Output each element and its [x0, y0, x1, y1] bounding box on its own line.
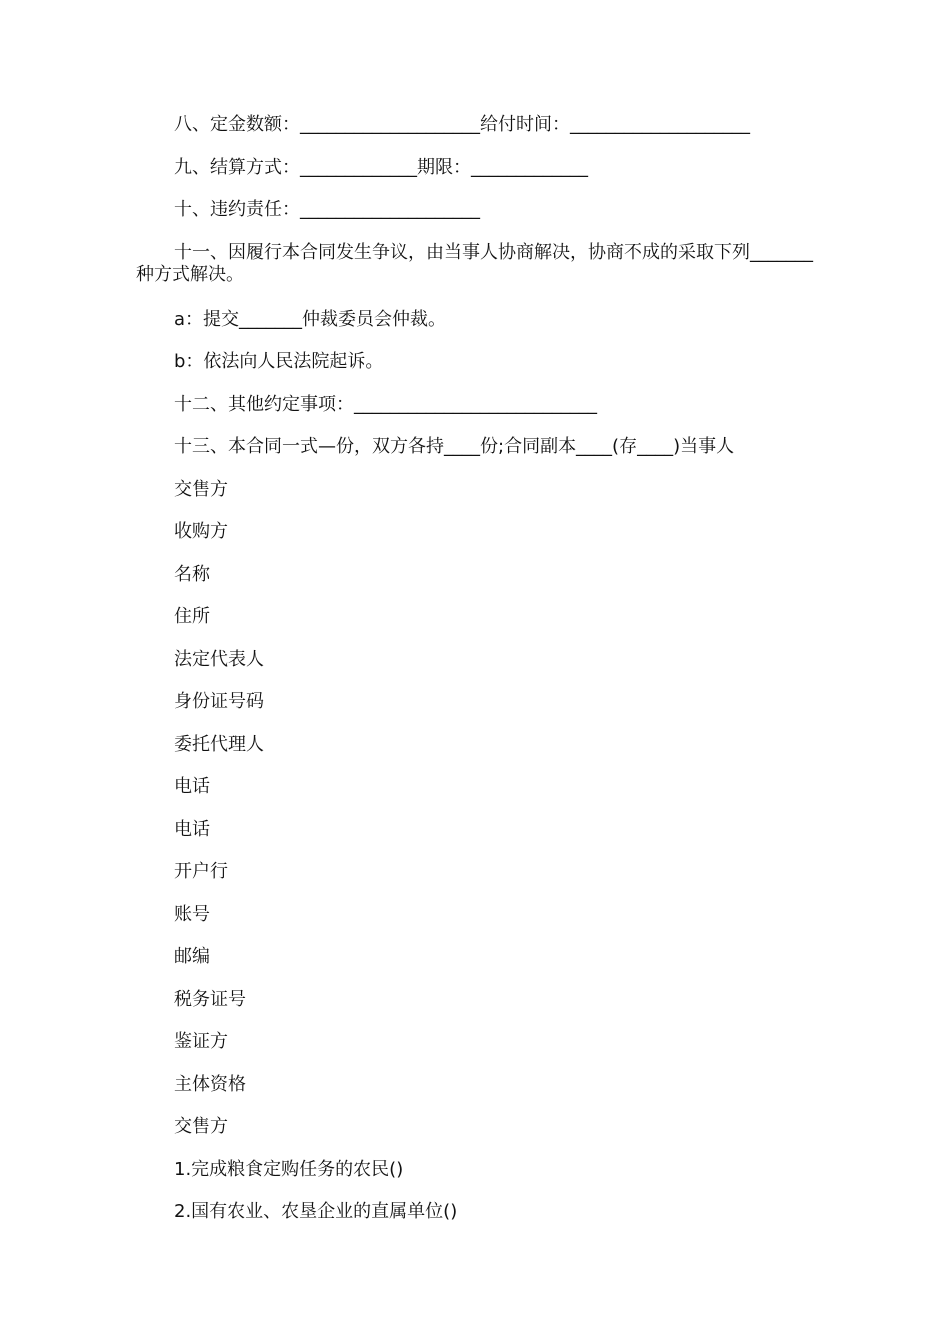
- field-agent: 委托代理人: [174, 734, 264, 755]
- field-phone-2: 电话: [174, 819, 210, 840]
- field-tax-id: 税务证号: [174, 989, 246, 1010]
- dispute-option-b: b：依法向人民法院起诉。: [174, 351, 384, 372]
- field-bank: 开户行: [174, 861, 228, 882]
- dispute-option-a: a：提交_______仲裁委员会仲裁。: [174, 309, 447, 330]
- qualification-item-2: 2.国有农业、农垦企业的直属单位(): [174, 1201, 458, 1222]
- field-account: 账号: [174, 904, 210, 925]
- clause-8-deposit: 八、定金数额：____________________给付时间：____________________: [174, 114, 750, 135]
- field-phone-1: 电话: [174, 776, 210, 797]
- clause-10-liability: 十、违约责任：____________________: [174, 199, 480, 220]
- field-name: 名称: [174, 564, 210, 585]
- qualification-item-1: 1.完成粮食定购任务的农民(): [174, 1159, 404, 1180]
- field-buyer: 收购方: [174, 521, 228, 542]
- field-seller-2: 交售方: [174, 1116, 228, 1137]
- field-id-number: 身份证号码: [174, 691, 264, 712]
- clause-9-settlement: 九、结算方式：_____________期限：_____________: [174, 157, 588, 178]
- clause-12-other: 十二、其他约定事项：___________________________: [174, 394, 597, 415]
- field-qualification: 主体资格: [174, 1074, 246, 1095]
- clause-13-copies: 十三、本合同一式—份，双方各持____份;合同副本____(存____)当事人: [174, 436, 735, 457]
- field-postcode: 邮编: [174, 946, 210, 967]
- field-seller: 交售方: [174, 479, 228, 500]
- clause-11-dispute: 十一、因履行本合同发生争议，由当事人协商解决，协商不成的采取下列_______种方式解决。: [136, 242, 813, 285]
- field-address: 住所: [174, 606, 210, 627]
- field-legal-rep: 法定代表人: [174, 649, 264, 670]
- field-notary: 鉴证方: [174, 1031, 228, 1052]
